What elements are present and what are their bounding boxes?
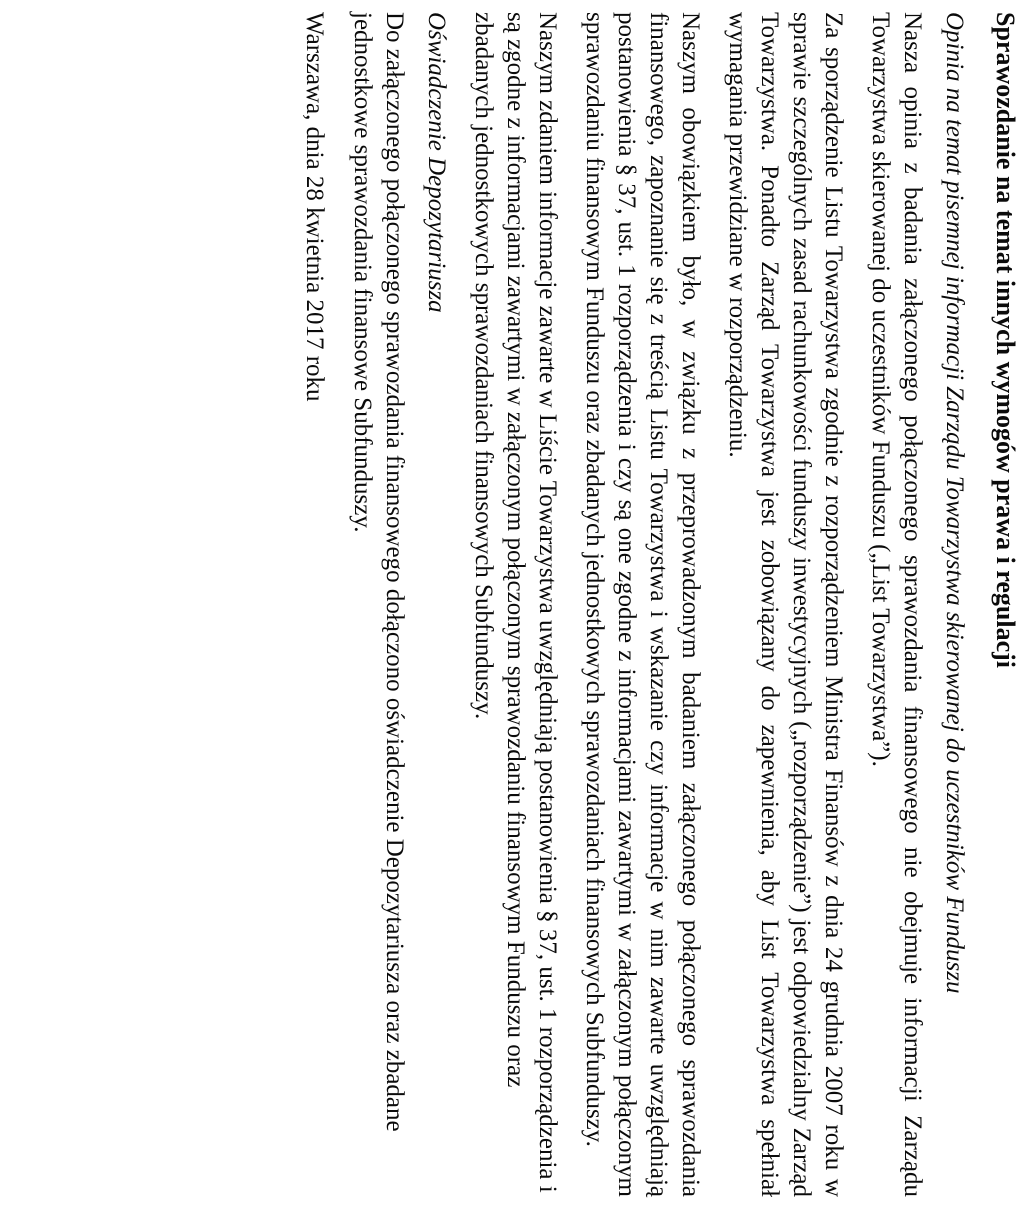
paragraph-depositary: Do załączonego połączonego sprawozdania finansowego dołączono oświadczenie Depozytariusza oraz zbadane jednostkowe sprawozdania finansowe Subfunduszy. xyxy=(349,12,408,1132)
opinion-subheading: Opinia na temat pisemnej informacji Zarządu Towarzystwa skierowanej do uczestników Funduszu xyxy=(941,12,968,994)
paragraph-responsibility: Za sporządzenie Listu Towarzystwa zgodnie z rozporządzeniem Ministra Finansów z dnia 24 grudnia 2007 roku w sprawie szczególnych zasad rachunkowości funduszy inwestycyjnych („rozporządzenie”) jest odpowiedzialny Zarząd Towarzystwa. Ponadto Zarząd Towarzystwa jest zobowiązany do zapewnienia, aby List Towarzystwa spełniał wymagania przewidziane w rozporządzeniu. xyxy=(724,12,847,1197)
place-date: Warszawa, dnia 28 kwietnia 2017 roku xyxy=(301,12,328,402)
depositary-subheading: Oświadczenie Depozytariusza xyxy=(423,12,450,313)
paragraph-opinion: Naszym zdaniem informacje zawarte w Liście Towarzystwa uwzględniają postanowienia § 37, ust. 1 rozporządzenia i są zgodne z informacjami zawartymi w załączonym połączonym sprawozdaniu finansowym Funduszu oraz zbadanych jednostkowych sprawozdaniach finansowych Subfunduszy. xyxy=(470,12,561,1193)
paragraph-scope: Nasza opinia z badania załączonego połączonego sprawozdania finansowego nie obejmuje informacji Zarządu Towarzystwa skierowanej do uczestników Funduszu („List Towarzystwa”). xyxy=(867,12,926,1197)
paragraph-auditor-duty: Naszym obowiązkiem było, w związku z przeprowadzonym badaniem załączonego połączonego sprawozdania finansowego, zapoznanie się z treścią Listu Towarzystwa i wskazanie czy informacje w nim zawarte uwzględniają postanowienia § 37, ust. 1 rozporządzenia i czy są one zgodne z informacjami zawartymi w załączonym połączonym sprawozdaniu finansowym Funduszu oraz zbadanych jednostkowych sprawozdaniach finansowych Subfunduszy. xyxy=(581,12,704,1197)
section-title: Sprawozdanie na temat innych wymogów prawa i regulacji xyxy=(991,12,1020,669)
